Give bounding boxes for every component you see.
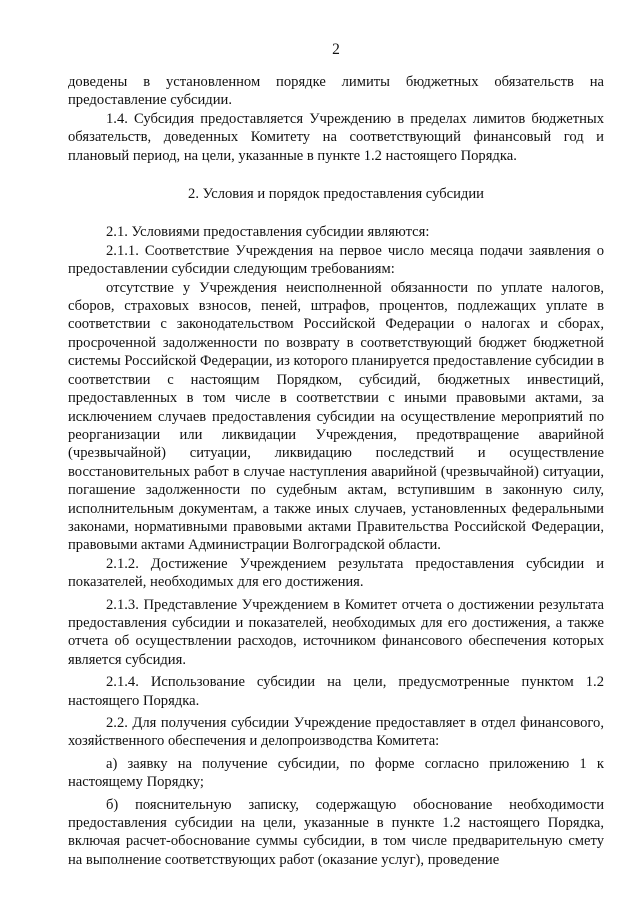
paragraph-item-a: а) заявку на получение субсидии, по форме согласно приложению 1 к настоящему Порядку;: [68, 755, 604, 791]
section-title: 2. Условия и порядок предоставления субсидии: [188, 186, 484, 203]
paragraph-requirements: отсутствие у Учреждения неисполненной обязанности по уплате налогов, сборов, страховых взносов, пеней, штрафов, процентов, подлежащих уплате в соответствии с законодательством Российской Федерации о налогах и сборах, просроченной задолженности по возврату в соответствующий бюджет бюджетной системы Российской Федерации, из которого планируется предоставление субсидии в соответствии с настоящим Порядком, субсидий, бюджетных инвестиций, предоставленных в том числе в соответствии с иными правовыми актами, за исключением случаев предоставления субсидии на осуществление мероприятий по реорганизации или ликвидации Учреждения, предотвращение аварийной (чрезвычайной) ситуации, ликвидацию последствий и осуществление восстановительных работ в случае наступления аварийной (чрезвычайной) ситуации, погашение задолженности по судебным актам, вступившим в законную силу, исполнительным документам, а также иных случаев, установленных федеральными законами, нормативными правовыми актами Правительства Российской Федерации, правовыми актами Администрации Волгоградской области.: [68, 279, 604, 554]
paragraph-2-2: 2.2. Для получения субсидии Учреждение предоставляет в отдел финансового, хозяйственного обеспечения и делопроизводства Комитета:: [68, 715, 604, 750]
paragraph-continuation: доведены в установленном порядке лимиты бюджетных обязательств на предоставление субсидии.: [68, 74, 604, 109]
paragraph-item-b: б) пояснительную записку, содержащую обоснование необходимости предоставления субсидии на цели, указанные в пункте 1.2 настоящего Порядка, включая расчет-обоснование суммы субсидии, в том числе предварительную смету на выполнение соответствующих работ (оказание услуг), проведение: [68, 796, 604, 868]
paragraph-2-1-1: 2.1.1. Соответствие Учреждения на первое число месяца подачи заявления о предоставлении субсидии следующим требованиям:: [68, 242, 604, 278]
paragraph-2-1-4: 2.1.4. Использование субсидии на цели, предусмотренные пунктом 1.2 настоящего Порядка.: [68, 674, 604, 709]
paragraph-2-1-3: 2.1.3. Представление Учреждением в Комитет отчета о достижении результата предоставления субсидии и показателей, необходимых для его достижения, а также отчета об осуществлении расходов, источником финансового обеспечения которых является субсидия.: [68, 596, 604, 668]
page-number: 2: [332, 41, 340, 58]
paragraph-2-1: 2.1. Условиями предоставления субсидии являются:: [106, 224, 430, 241]
paragraph-2-1-2: 2.1.2. Достижение Учреждением результата предоставления субсидии и показателей, необходимых для его достижения.: [68, 555, 604, 591]
paragraph-1-4: 1.4. Субсидия предоставляется Учреждению в пределах лимитов бюджетных обязательств, доведенных Комитету на соответствующий финансовый год и плановый период, на цели, указанные в пункте 1.2 настоящего Порядка.: [68, 110, 604, 164]
